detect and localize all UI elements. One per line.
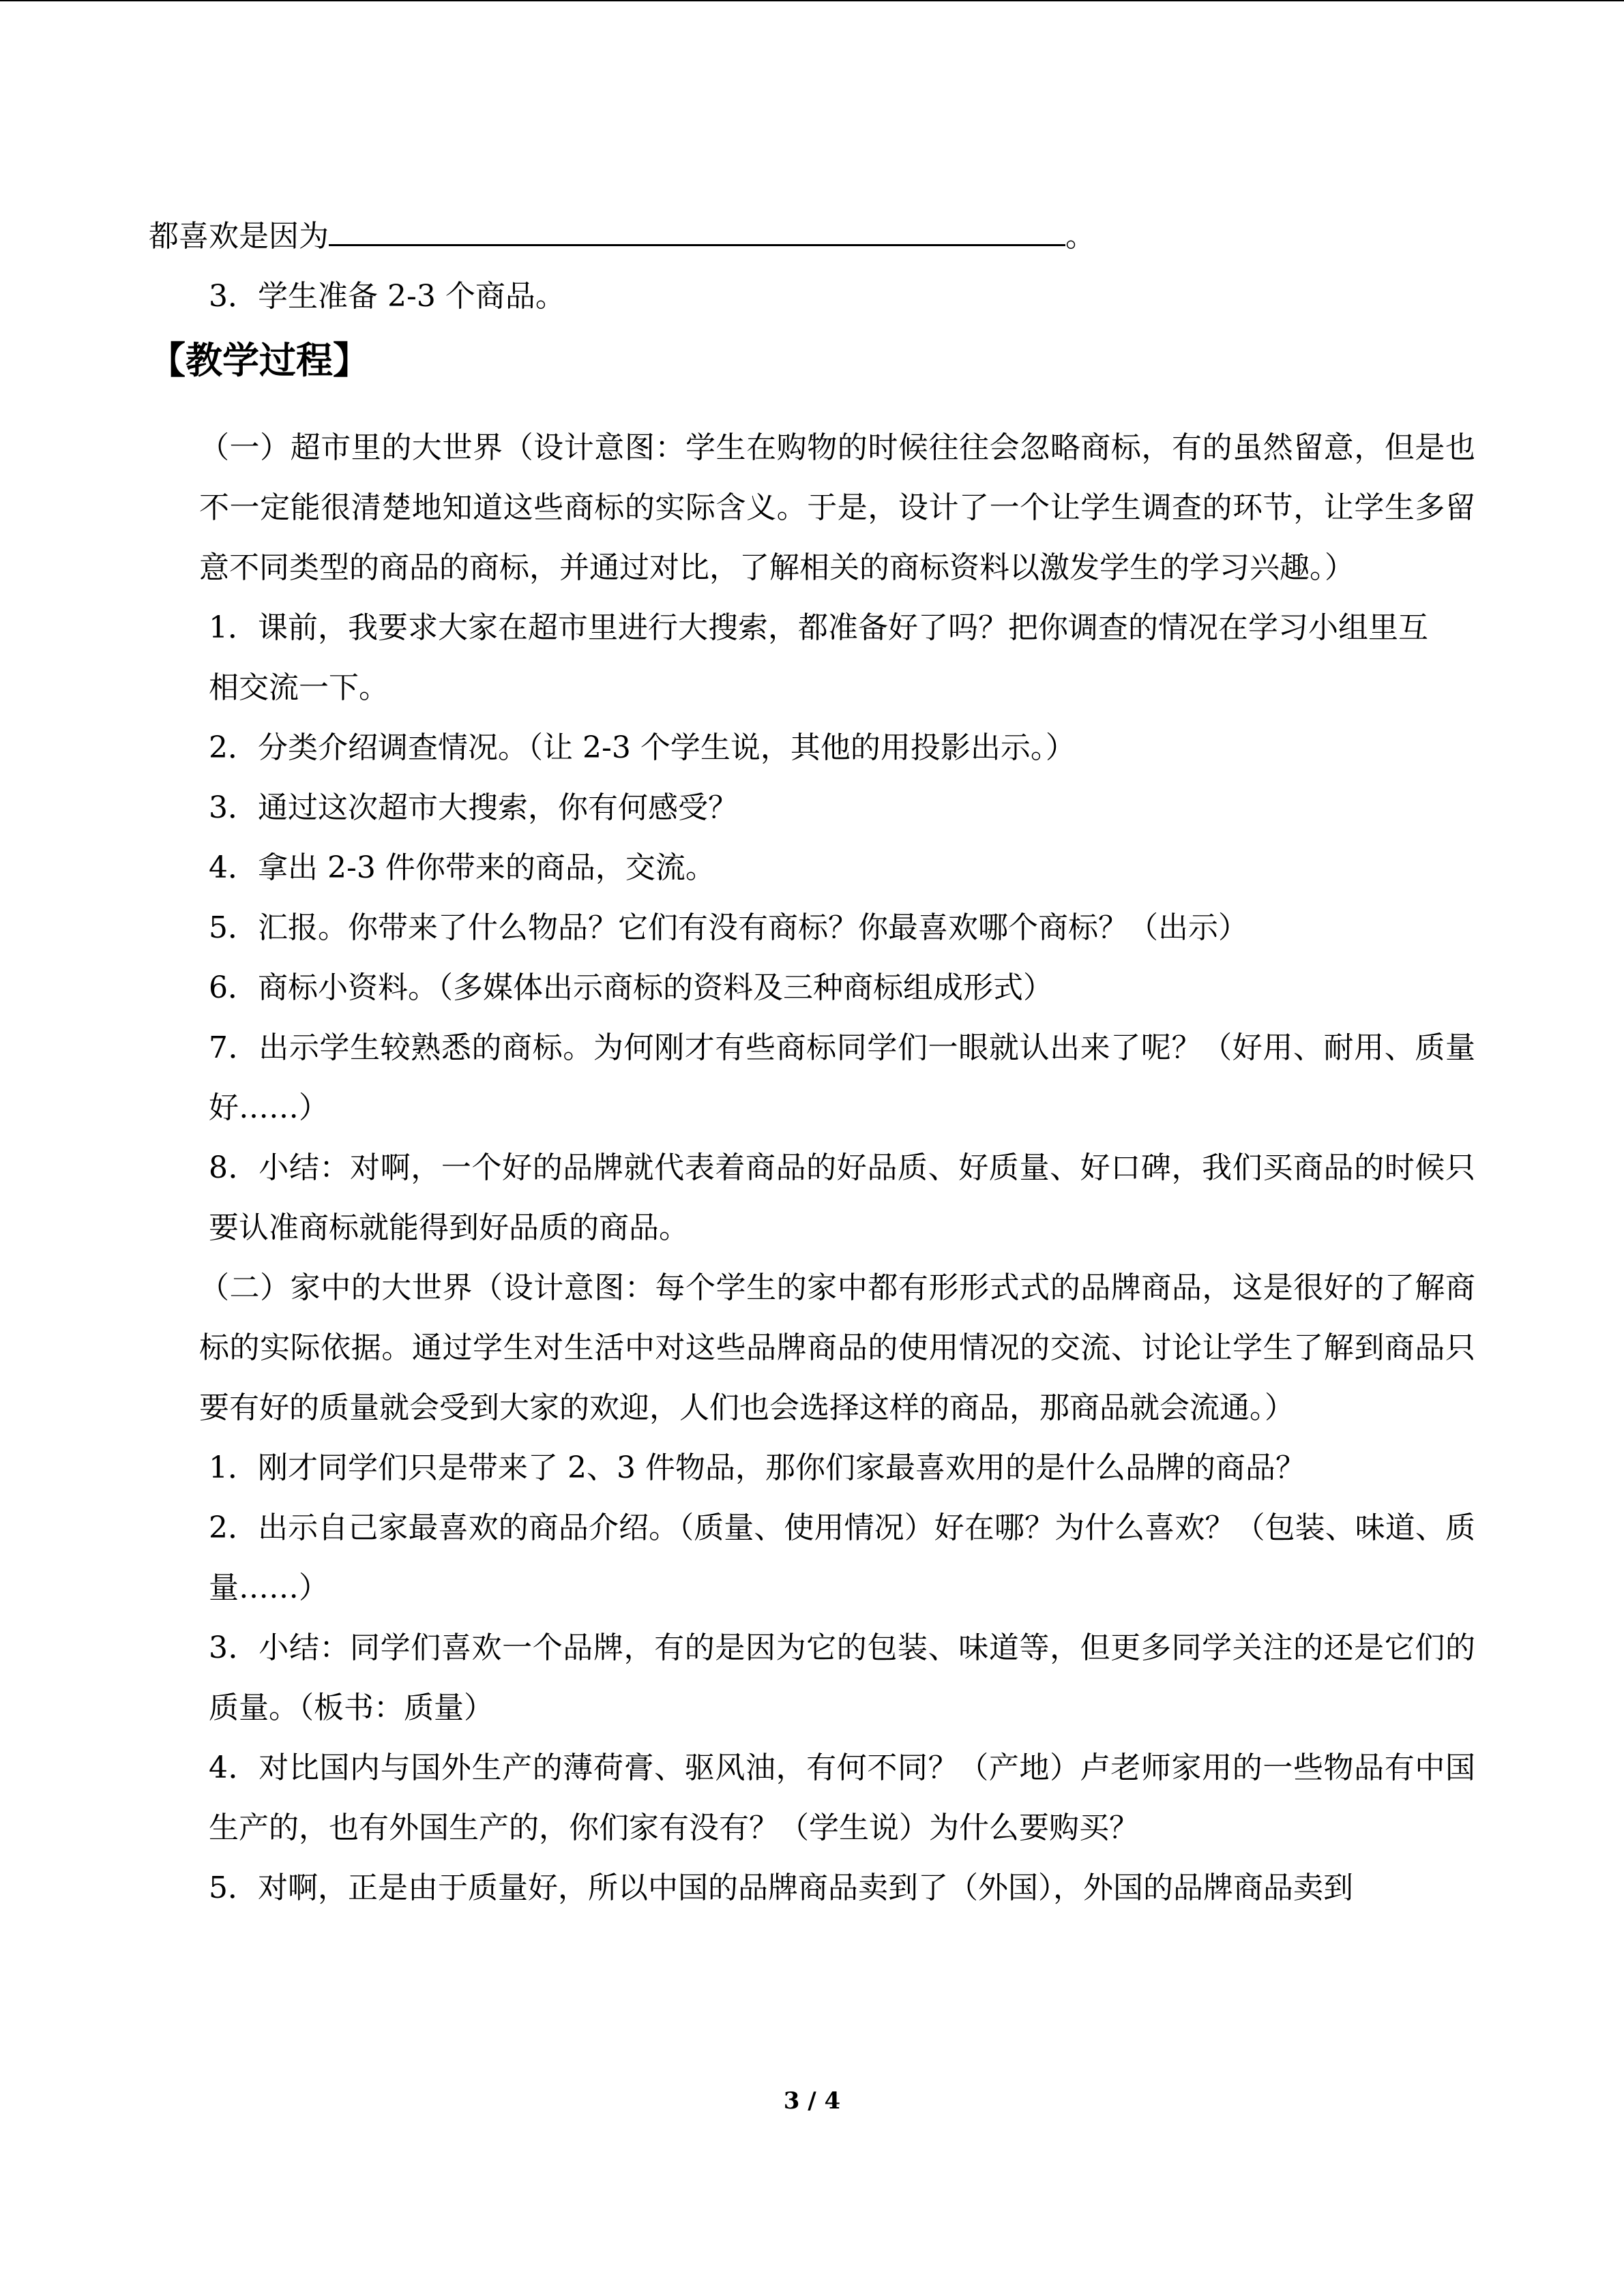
fill-in-line: [149, 205, 1475, 267]
part1-item-4: 4．拿出 2-3 件你带来的商品，交流。: [209, 850, 715, 885]
part1-item-2: 2．分类介绍调查情况。（让 2-3 个学生说，其他的用投影出示。）: [209, 730, 1076, 765]
prep-item-3: 3．学生准备 2-3 个商品。: [209, 279, 565, 314]
part2-item-5: 5．对啊，正是由于质量好，所以中国的品牌商品卖到了（外国），外国的品牌商品卖到: [209, 1870, 1353, 1905]
part1-intro: （一）超市里的大世界（设计意图：学生在购物的时候往往会忽略商标，有的虽然留意，但是也不一定能很清楚地知道这些商标的实际含义。于是，设计了一个让学生调查的环节，让学生多留意不同类型的商品的商标，并通过对比，了解相关的商标资料以激发学生的学习兴趣。）: [199, 430, 1475, 585]
part1-item-1b: 相交流一下。: [209, 670, 389, 705]
part1-item-6: 6．商标小资料。（多媒体出示商标的资料及三种商标组成形式）: [209, 970, 1053, 1005]
part1-item-7: 7．出示学生较熟悉的商标。为何刚才有些商标同学们一眼就认出来了呢？（好用、耐用、质量好……）: [209, 1030, 1475, 1125]
fill-in-text: 都喜欢是因为: [149, 219, 329, 254]
part1-item-5: 5．汇报。你带来了什么物品？它们有没有商标？你最喜欢哪个商标？（出示）: [209, 910, 1248, 945]
part1-item-3: 3．通过这次超市大搜索，你有何感受？: [209, 790, 738, 825]
top-border-line: [0, 0, 1624, 1]
part2-item-3: 3．小结：同学们喜欢一个品牌，有的是因为它的包装、味道等，但更多同学关注的还是它们的质量。（板书：质量）: [209, 1630, 1475, 1725]
answer-blank: [329, 205, 1065, 246]
part2-item-2: 2．出示自己家最喜欢的商品介绍。（质量、使用情况）好在哪？为什么喜欢？（包装、味道、质量……）: [209, 1510, 1475, 1605]
fill-in-end: 。: [1065, 219, 1095, 254]
part2-item-4: 4．对比国内与国外生产的薄荷膏、驱风油，有何不同？（产地）卢老师家用的一些物品有中国生产的，也有外国生产的，你们家有没有？（学生说）为什么要购买？: [209, 1750, 1475, 1845]
part1-item-8: 8．小结：对啊，一个好的品牌就代表着商品的好品质、好质量、好口碑，我们买商品的时候只要认准商标就能得到好品质的商品。: [209, 1150, 1475, 1245]
part2-item-1: 1．刚才同学们只是带来了 2、3 件物品，那你们家最喜欢用的是什么品牌的商品？: [209, 1450, 1305, 1485]
page-number: 3 / 4: [783, 2087, 841, 2115]
part1-item-1a: 1．课前，我要求大家在超市里进行大搜索，都准备好了吗？把你调查的情况在学习小组里互: [209, 610, 1428, 645]
section-heading: 【教学过程】: [149, 339, 370, 382]
part2-intro: （二）家中的大世界（设计意图：每个学生的家中都有形形式式的品牌商品，这是很好的了解商标的实际依据。通过学生对生活中对这些品牌商品的使用情况的交流、讨论让学生了解到商品只要有好的质量就会受到大家的欢迎，人们也会选择这样的商品，那商品就会流通。）: [199, 1270, 1475, 1425]
